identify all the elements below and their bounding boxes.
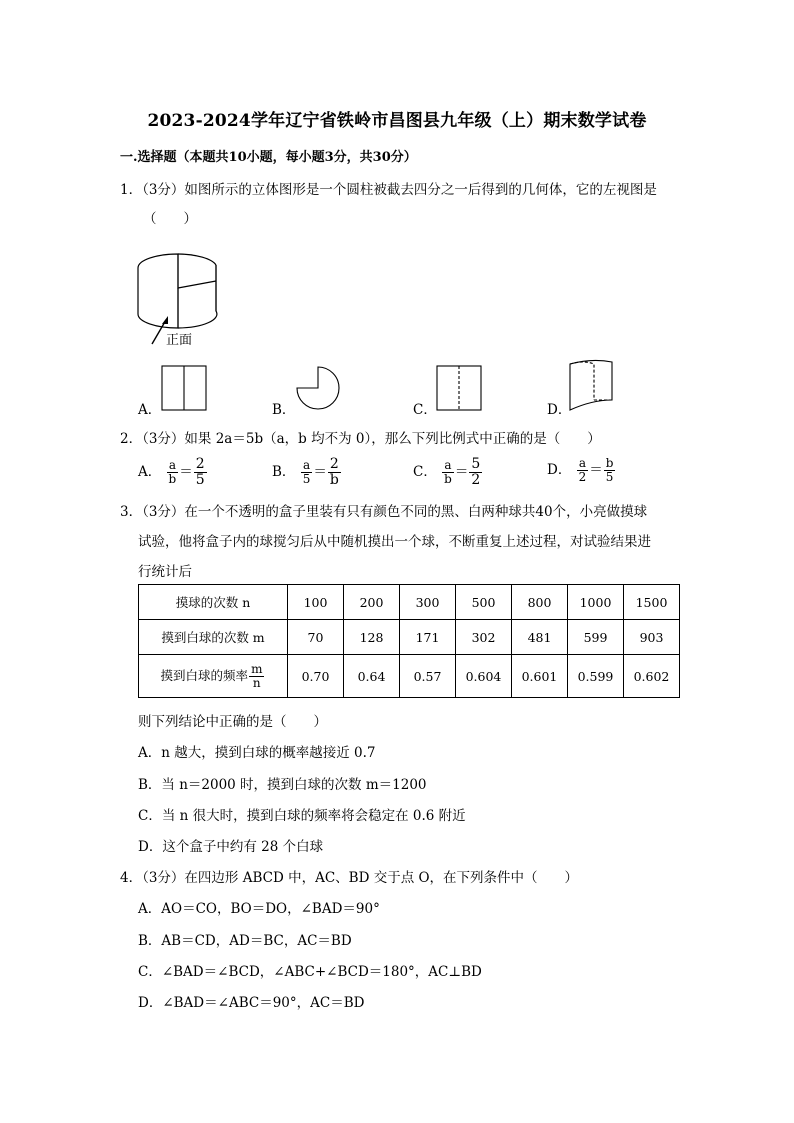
frac-numerator: 2: [328, 457, 341, 473]
frac-denominator: b: [444, 472, 452, 486]
frac-denominator: n: [252, 675, 261, 690]
frac-numerator: a: [442, 459, 454, 473]
page-title: 2023-2024学年辽宁省铁岭市昌图县九年级（上）期末数学试卷: [147, 111, 647, 131]
table-cell: 0.604: [456, 655, 512, 698]
q3-line-3: 行统计后: [138, 564, 192, 580]
q2-option-d-label: D．: [547, 462, 572, 478]
table-cell: 800: [512, 585, 568, 620]
q4-option-c: C．∠BAD＝∠BCD，∠ABC+∠BCD＝180°，AC⊥BD: [138, 964, 482, 980]
q1-option-a-label: A．: [138, 402, 162, 418]
q1-option-c-figure: [435, 364, 483, 412]
table-cell: 171: [400, 620, 456, 655]
q2-option-b-right-frac: [328, 457, 341, 488]
table-cell: 0.57: [400, 655, 456, 698]
q2-option-d-right-frac: [604, 457, 616, 484]
frac-numerator: 5: [471, 456, 481, 472]
q4-option-d: D．∠BAD＝∠ABC＝90°，AC＝BD: [138, 995, 365, 1011]
q3-after-text: 则下列结论中正确的是（ ）: [138, 714, 327, 730]
frac-numerator: 2: [195, 456, 205, 472]
q3-option-a: A．n 越大，摸到白球的概率越接近 0.7: [138, 745, 376, 761]
q1-option-c-label: C．: [413, 402, 437, 418]
q1-option-d-figure: [566, 356, 618, 414]
q2-option-a-left-frac: [167, 459, 179, 486]
table-cell: 903: [624, 620, 680, 655]
frac-denominator: 5: [195, 472, 205, 488]
q2-option-b: B． $\frac{a}{5}$ ＝ $\frac{2}{b}$: [272, 456, 339, 488]
q3-table: [138, 584, 680, 698]
table-cell: 0.70: [288, 655, 344, 698]
q3-option-d: D．这个盒子中约有 28 个白球: [138, 839, 324, 855]
table-header-cell: 摸球的次数 n: [139, 585, 288, 620]
table-row: [139, 620, 680, 655]
table-cell: 300: [400, 585, 456, 620]
q2-option-c-left-frac: [442, 459, 454, 486]
row3-fraction: [249, 663, 264, 690]
frac-denominator: 5: [302, 472, 311, 486]
q2-option-a: A． $\frac{a}{b}$ ＝ $\frac{2}{5}$: [138, 456, 205, 488]
q1-text: 1．（3分）如图所示的立体图形是一个圆柱被截去四分之一后得到的几何体，它的左视图是: [120, 182, 657, 198]
frac-numerator: a: [577, 457, 589, 471]
q2-option-b-label: B．: [272, 464, 296, 480]
frac-denominator: b: [329, 472, 339, 488]
q1-option-d-label: D．: [547, 402, 572, 418]
table-cell: 0.599: [568, 655, 624, 698]
frac-denominator: 5: [605, 470, 614, 484]
table-cell: 200: [344, 585, 400, 620]
q2-option-a-right-frac: [194, 457, 207, 488]
frac-denominator: 2: [471, 472, 481, 488]
q2-option-b-left-frac: [301, 459, 313, 486]
row3-label-text: 摸到白球的频率: [160, 667, 249, 683]
table-header-cell: 摸到白球的次数 m: [139, 620, 288, 655]
q3-line-2: 试验，他将盒子内的球搅匀后从中随机摸出一个球，不断重复上述过程，对试验结果进: [138, 534, 651, 550]
q3-option-c: C．当 n 很大时，摸到白球的频率将会稳定在 0.6 附近: [138, 808, 466, 824]
table-cell: 100: [288, 585, 344, 620]
table-cell: 128: [344, 620, 400, 655]
q1-option-b-label: B．: [272, 402, 296, 418]
q2-option-c-right-frac: [469, 457, 482, 488]
table-header-cell: [139, 655, 288, 698]
q4-text: 4．（3分）在四边形 ABCD 中，AC、BD 交于点 O，在下列条件中（ ）: [120, 870, 579, 886]
table-cell: 0.64: [344, 655, 400, 698]
q3-option-b: B．当 n＝2000 时，摸到白球的次数 m＝1200: [138, 777, 427, 793]
table-cell: 481: [512, 620, 568, 655]
q1-option-a-figure: [160, 364, 208, 412]
table-cell: 70: [288, 620, 344, 655]
q1-paren: （ ）: [143, 211, 197, 227]
q4-option-b: B．AB＝CD，AD＝BC，AC＝BD: [138, 933, 352, 949]
table-cell: 500: [456, 585, 512, 620]
q2-option-d-left-frac: [577, 457, 589, 484]
q3-line-1: 3．（3分）在一个不透明的盒子里装有只有颜色不同的黑、白两种球共40个，小亮做摸球: [120, 504, 648, 520]
q4-option-a: A．AO＝CO，BO＝DO，∠BAD＝90°: [138, 901, 380, 917]
table-cell: 1500: [624, 585, 680, 620]
front-label: 正面: [166, 333, 193, 348]
frac-denominator: 2: [578, 470, 587, 484]
q1-option-b-figure: [294, 364, 344, 412]
frac-numerator: m: [251, 661, 263, 676]
table-cell: 599: [568, 620, 624, 655]
frac-numerator: b: [605, 456, 614, 470]
q2-text: 2．（3分）如果 2a＝5b（a，b 均不为 0），那么下列比例式中正确的是（ ）: [120, 431, 601, 447]
table-cell: 0.601: [512, 655, 568, 698]
table-row: [139, 655, 680, 698]
q2-option-c: C． $\frac{a}{b}$ ＝ $\frac{5}{2}$: [413, 456, 481, 488]
q2-option-a-label: A．: [138, 464, 162, 480]
section-heading: 一.选择题（本题共10小题，每小题3分，共30分）: [120, 150, 417, 165]
frac-denominator: b: [168, 472, 177, 486]
table-cell: 1000: [568, 585, 624, 620]
q2-option-c-label: C．: [413, 464, 437, 480]
frac-numerator: a: [167, 459, 179, 473]
frac-numerator: a: [301, 459, 313, 473]
table-cell: 0.602: [624, 655, 680, 698]
table-row: [139, 585, 680, 620]
q2-option-d: D． $\frac{a}{2}$ ＝ $\frac{b}{5}$: [547, 456, 614, 484]
table-cell: 302: [456, 620, 512, 655]
